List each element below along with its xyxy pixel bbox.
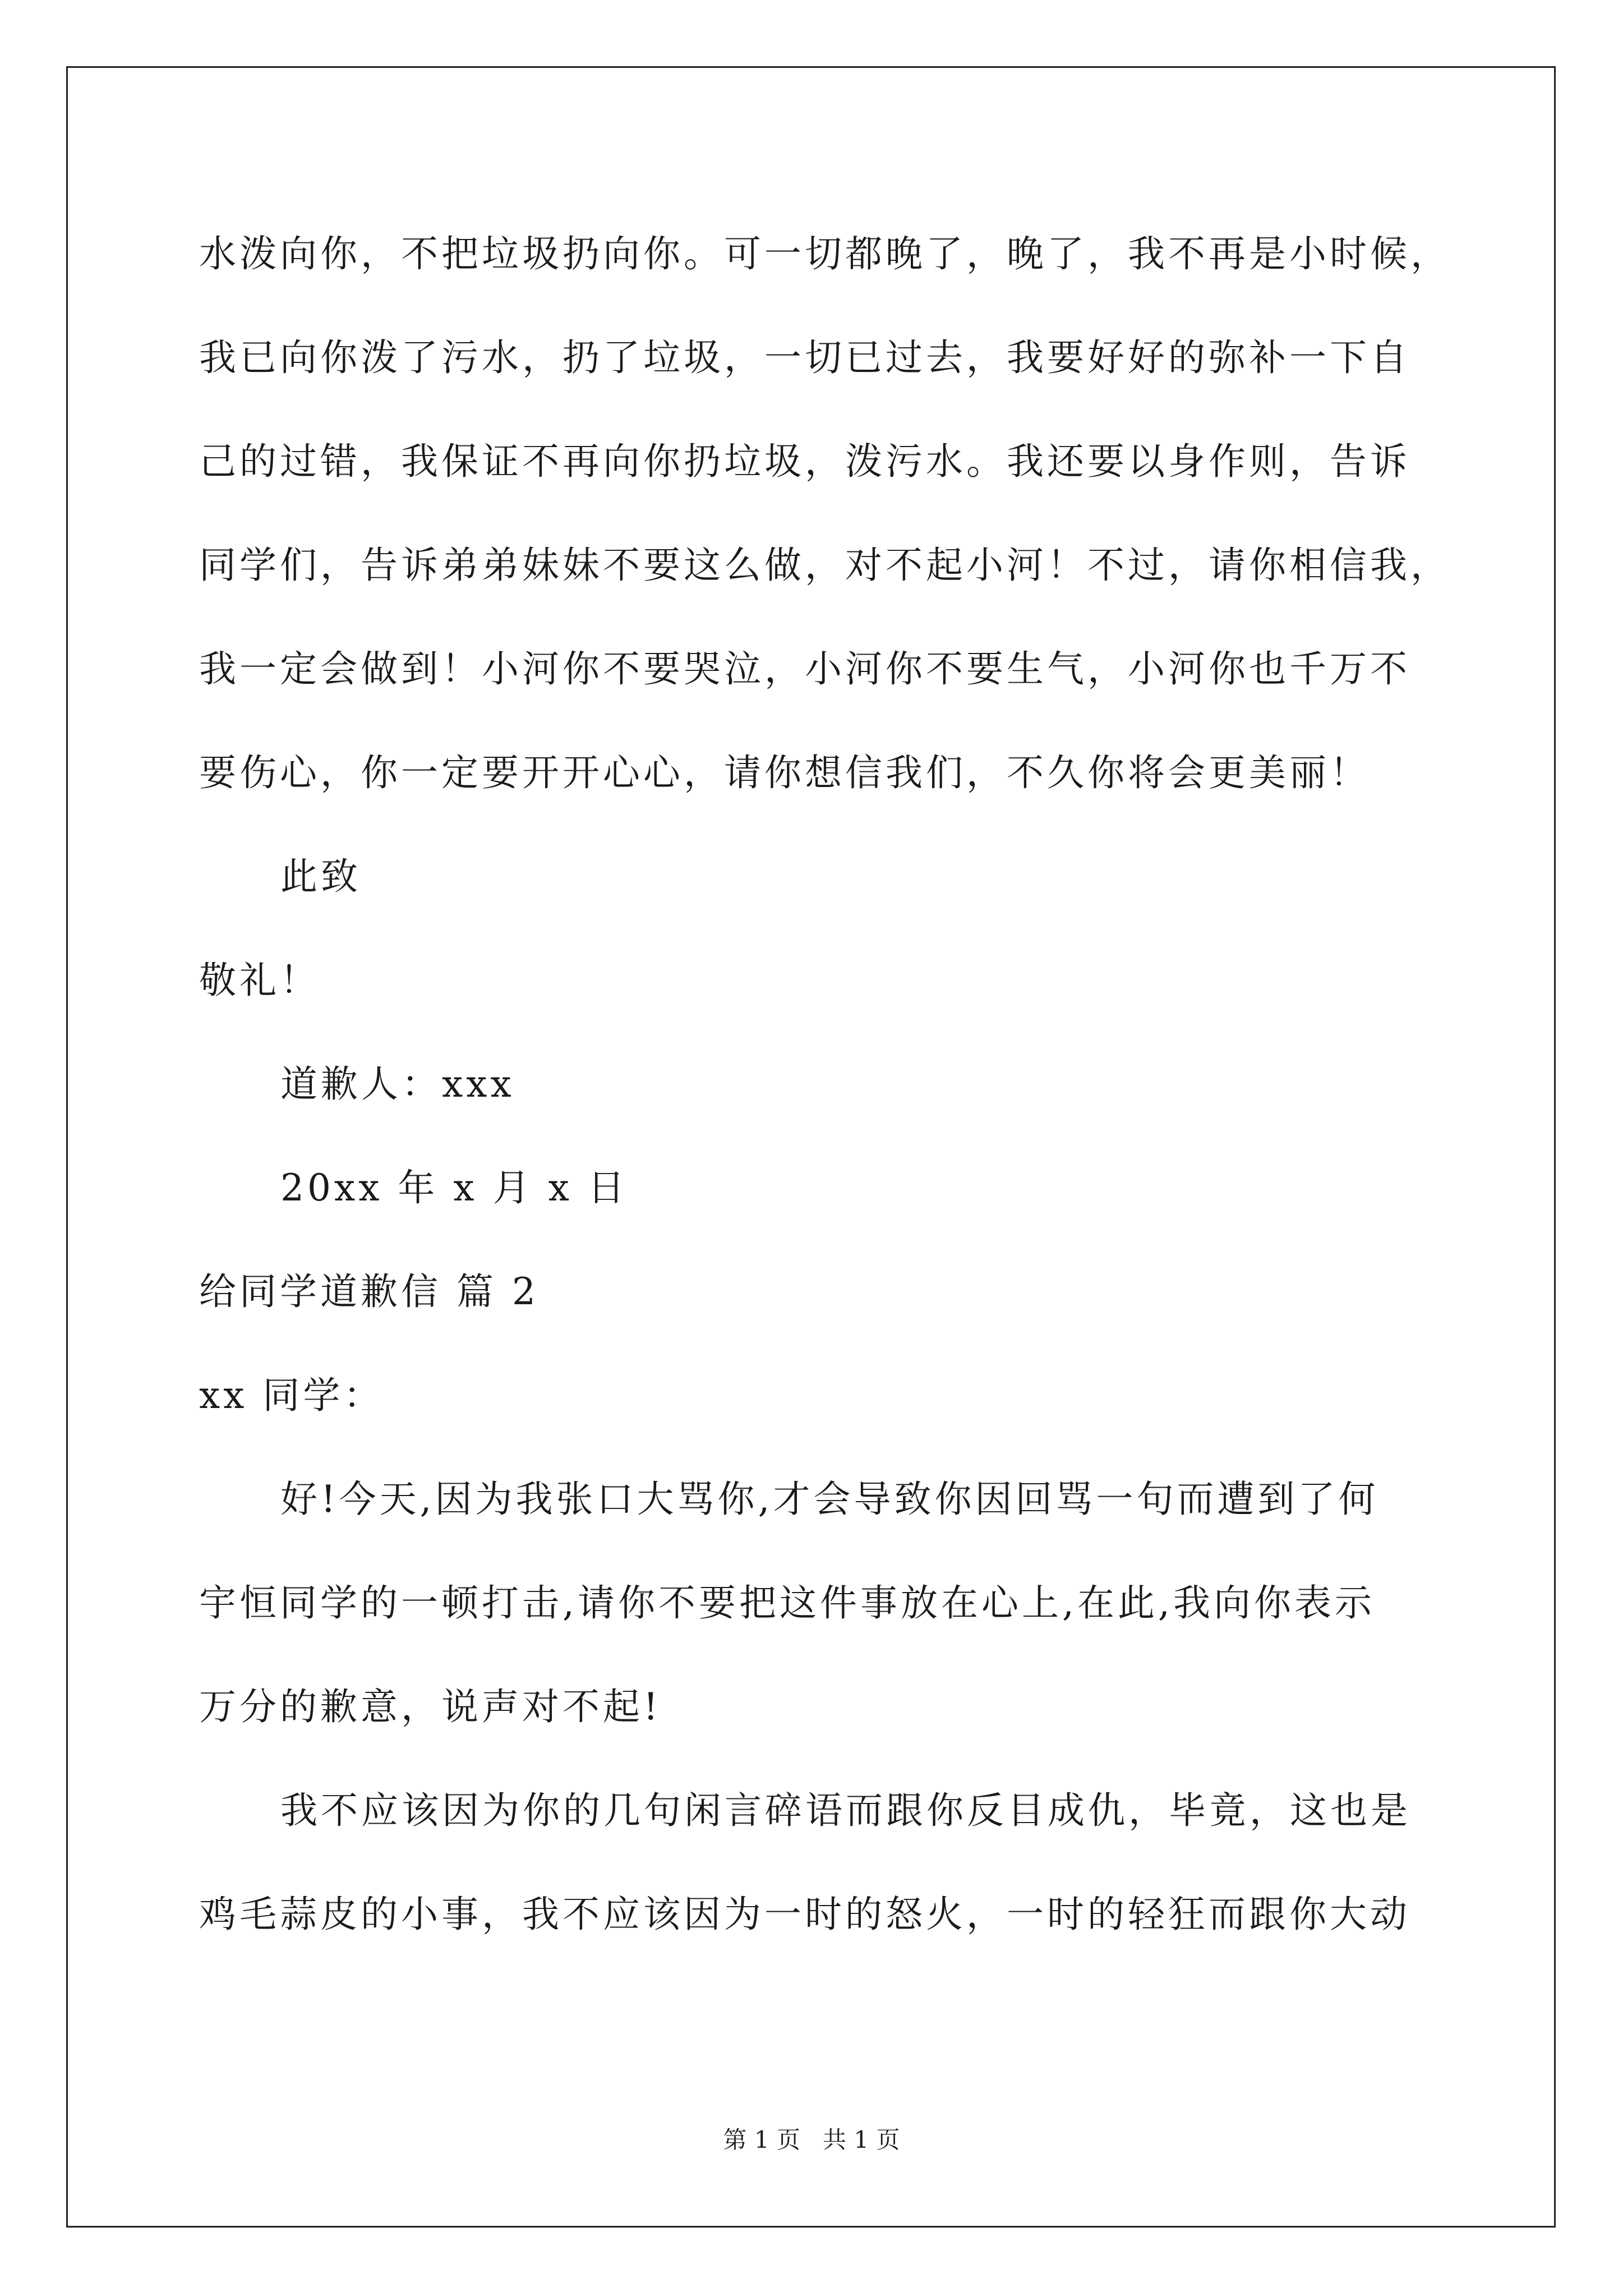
letter-line: 我已向你泼了污水，扔了垃圾，一切已过去，我要好好的弥补一下自 [199,336,1410,379]
letter-line: 己的过错，我保证不再向你扔垃圾，泼污水。我还要以身作则，告诉 [199,440,1410,483]
paragraph-line: 宇恒同学的一顿打击,请你不要把这件事放在心上,在此,我向你表示 [199,1581,1375,1625]
section-title: 给同学道歉信 篇 2 [199,1270,539,1313]
paragraph-line: 万分的歉意，说声对不起! [199,1685,662,1728]
closing-text: 此致 [280,855,361,898]
paragraph-line: 鸡毛蒜皮的小事，我不应该因为一时的怒火，一时的轻狂而跟你大动 [199,1893,1410,1936]
greeting: xx 同学： [199,1374,384,1417]
letter-line: 要伤心，你一定要开开心心，请你想信我们，不久你将会更美丽！ [199,751,1370,794]
salute-text: 敬礼！ [199,959,320,1002]
letter-line: 水泼向你，不把垃圾扔向你。可一切都晚了，晚了，我不再是小时候， [199,232,1451,275]
letter-line: 我一定会做到！小河你不要哭泣，小河你不要生气，小河你也千万不 [199,647,1410,691]
paragraph-line: 我不应该因为你的几句闲言碎语而跟你反目成仇，毕竟，这也是 [280,1789,1411,1832]
page-footer: 第 1 页 共 1 页 [723,2126,900,2154]
paragraph-line: 好!今天,因为我张口大骂你,才会导致你因回骂一句而遭到了何 [280,1478,1379,1521]
date: 20xx 年 x 月 x 日 [280,1166,628,1209]
letter-line: 同学们，告诉弟弟妹妹不要这么做，对不起小河！不过，请你相信我， [199,544,1451,587]
signature: 道歉人：xxx [280,1062,515,1106]
